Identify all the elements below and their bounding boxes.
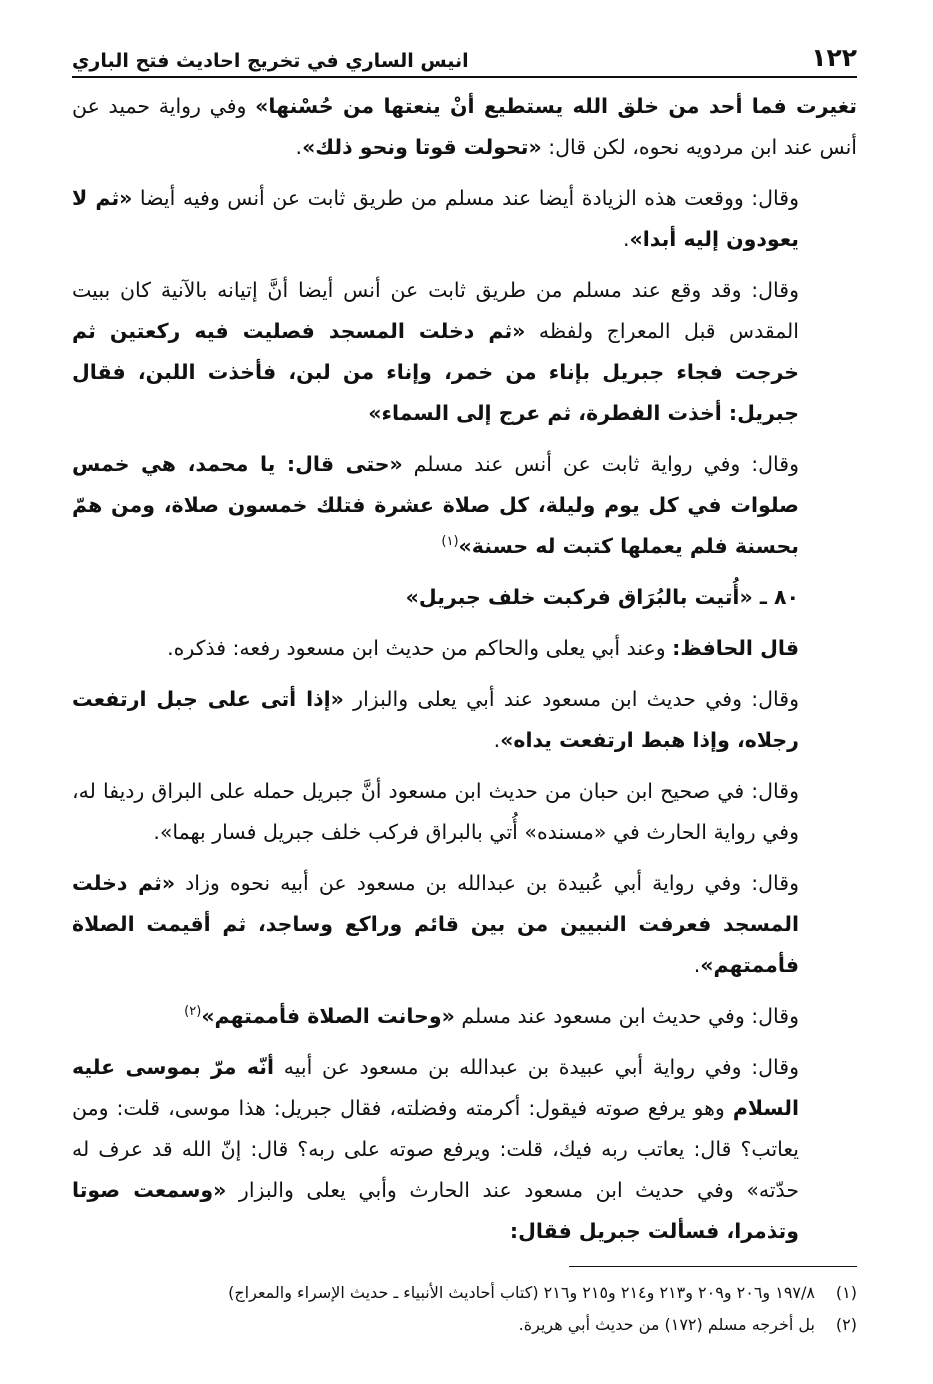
quote-segment: «تحولت قوتا ونحو ذلك» (302, 135, 542, 159)
paragraph-1 (72, 86, 857, 168)
footnote-text: ١٩٧/٨ و٢٠٦ و٢٠٩ و٢١٣ و٢١٤ و٢١٥ و٢١٦ (كتاب أحاديث الأنبياء ـ حديث الإسراء والمعراج) (228, 1283, 815, 1302)
running-header (72, 34, 857, 78)
text-segment: وقال: وفي رواية أبي عُبيدة بن عبدالله بن مسعود عن أبيه نحوه وزاد (175, 871, 799, 895)
paragraph-2 (72, 178, 857, 260)
text-segment: وقال: وقد وقع عند مسلم من طريق ثابت عن أنس أيضا أنَّ إتيانه بالآنية كان ببيت المقدس قبل المعراج ولفظه (72, 278, 799, 343)
text-segment: وقال: وفي حديث ابن مسعود عند مسلم (454, 1004, 799, 1028)
footnote-2 (72, 1309, 857, 1341)
footnote-1 (72, 1277, 857, 1309)
quote-segment: «وسمعت صوتا وتذمرا، فسألت جبريل فقال: (72, 1178, 799, 1243)
text-segment: وقال: ووقعت هذه الزيادة أيضا عند مسلم من طريق ثابت عن أنس وفيه أيضا (132, 186, 799, 210)
paragraph-9 (72, 863, 857, 986)
footnote-ref-1[interactable]: (١) (441, 534, 459, 550)
text-segment: وقال: في صحيح ابن حبان من حديث ابن مسعود أنَّ جبريل حمله على البراق رديفا له، وفي رواية الحارث في «مسنده» أُتي بالبراق فركب خلف جبريل فسار بهما». (72, 779, 799, 844)
footnote-number: (١) (835, 1283, 857, 1302)
quote-segment: «ثم دخلت المسجد فعرفت النبيين من بين قائم وراكع وساجد، ثم أقيمت الصلاة فأممتهم» (72, 871, 799, 977)
lead-text: وقال: (740, 452, 799, 476)
footnote-text: بل أخرجه مسلم (١٧٢) من حديث أبي هريرة. (518, 1315, 815, 1334)
quote-segment: تغيرت فما أحد من خلق الله يستطيع أنْ ينعتها من حُسْنها» (255, 94, 857, 118)
quote-segment: «إذا أتى على جبل ارتفعت رجلاه، وإذا هبط ارتفعت يداه» (72, 687, 799, 752)
quote-segment: «حتى قال: يا محمد، هي خمس صلوات في كل يوم وليلة، كل صلاة عشرة فتلك خمسون صلاة، ومن همّ بحسنة فلم يعملها كتبت له حسنة» (72, 452, 799, 558)
hadith-heading-80 (72, 577, 857, 618)
text-segment: وهو يرفع صوته فيقول: أكرمته وفضلته، فقال جبريل: هذا موسى، قلت: ومن يعاتب؟ قال: يعاتب ربه فيك، قلت: ويرفع صوته على ربه؟ قال: إنّ الله قد عرف له حدّته» وفي حديث ابن مسعود عند الحارث وأبي يعلى والبزار (72, 1096, 799, 1202)
text-segment: وقال: وفي رواية أبي عبيدة بن عبدالله بن مسعود عن أبيه (273, 1055, 799, 1079)
heading-text: ٨٠ ـ «أُتيت بالبُرَاق فركبت خلف جبريل» (405, 585, 799, 609)
footnote-number: (٢) (835, 1315, 857, 1334)
text-segment: وفي رواية حميد عن أنس عند ابن مردويه نحوه، لكن قال: (72, 94, 857, 159)
paragraph-11 (72, 1047, 857, 1252)
text-segment: . (493, 728, 501, 752)
text-segment: وقال: وفي حديث ابن مسعود عند أبي يعلى والبزار (343, 687, 799, 711)
speaker-label: قال الحافظ: (672, 636, 799, 660)
page-number: ١٢٢ (811, 43, 857, 72)
book-title: انيس الساري في تخريج احاديث فتح الباري (72, 50, 469, 72)
paragraph-6 (72, 628, 857, 669)
footnote-ref-2[interactable]: (٢) (184, 1004, 202, 1020)
paragraph-8 (72, 771, 857, 853)
quote-segment: أنّه مرّ بموسى عليه السلام (72, 1055, 799, 1120)
paragraph-7 (72, 679, 857, 761)
text-segment: وفي رواية ثابت عن أنس عند مسلم (402, 452, 741, 476)
body-text (72, 86, 857, 1252)
text-segment: . (693, 953, 701, 977)
paragraph-10 (72, 996, 857, 1037)
text-segment: . (295, 135, 303, 159)
footnote-divider (569, 1266, 857, 1267)
paragraph-4 (72, 444, 857, 567)
text-segment: . (622, 227, 630, 251)
quote-segment: «ثم دخلت المسجد فصليت فيه ركعتين ثم خرجت فجاء جبريل بإناء من خمر، وإناء من لبن، فأخذت اللبن، فقال جبريل: أخذت الفطرة، ثم عرج إلى السماء» (72, 319, 799, 425)
footnotes (72, 1277, 857, 1341)
text-segment: وعند أبي يعلى والحاكم من حديث ابن مسعود رفعه: فذكره. (167, 636, 673, 660)
quote-segment: «ثم لا يعودون إليه أبدا» (72, 186, 799, 251)
paragraph-3 (72, 270, 857, 434)
quote-segment: «وحانت الصلاة فأممتهم» (201, 1004, 455, 1028)
